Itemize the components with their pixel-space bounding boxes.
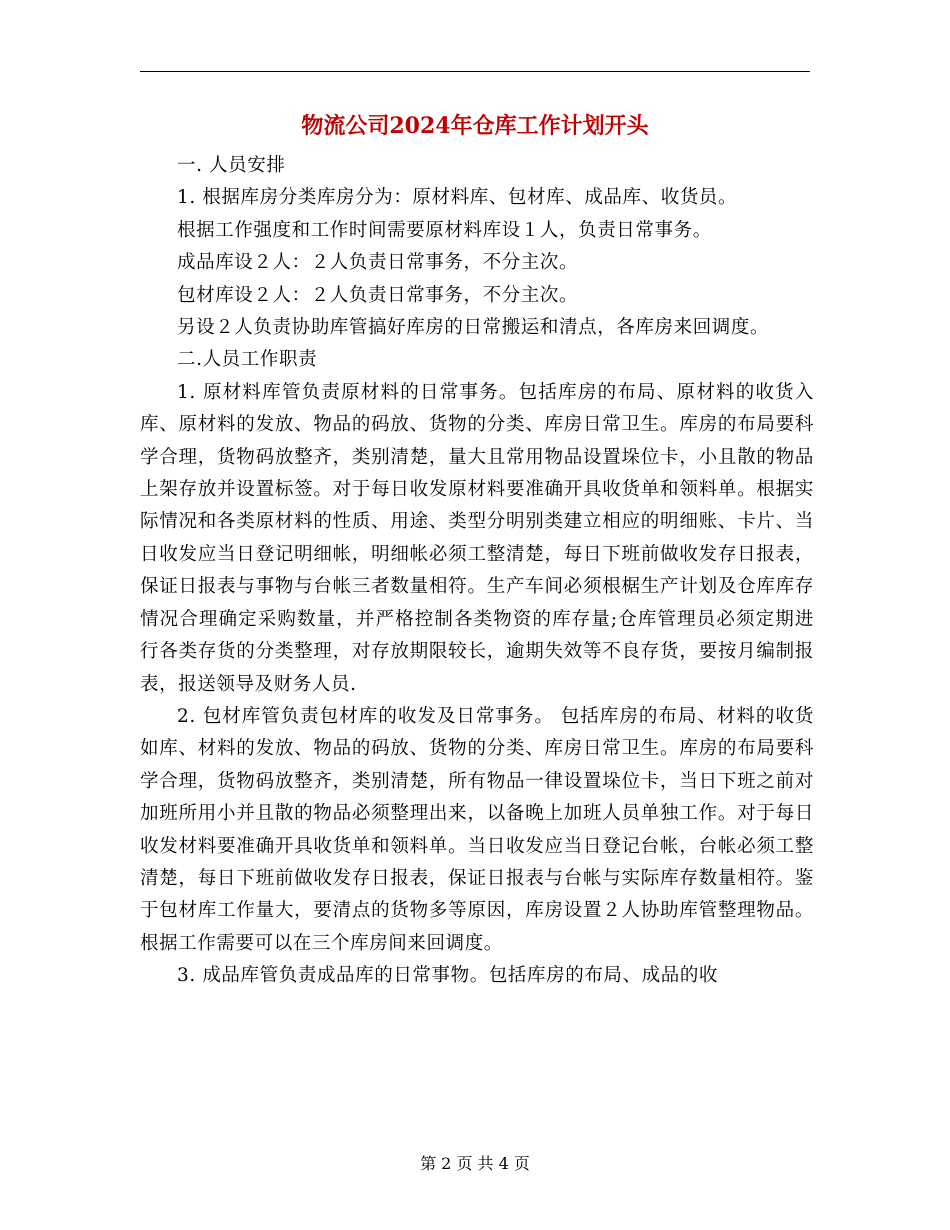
paragraph: 1. 原材料库管负责原材料的日常事务。包括库房的布局、原材料的收货入库、原材料的发放、物品的码放、货物的分类、库房日常卫生。库房的布局要科学合理，货物码放整齐，类别清楚，量大且常用物品设置垛位卡，小且散的物品上架存放并设置标签。对于每日收发原材料要准确开具收货单和领料单。根据实际情况和各类原材料的性质、用途、类型分明别类建立相应的明细账、卡片、当日收发应当日登记明细帐，明细帐必须工整清楚，每日下班前做收发存日报表，保证日报表与事物与台帐三者数量相符。生产车间必须根椐生产计划及仓库库存情况合理确定采购数量，并严格控制各类物资的库存量;仓库管理员必须定期进行各类存货的分类整理，对存放期限较长，逾期失效等不良存货，要按月编制报表，报送领导及财务人员. bbox=[140, 381, 814, 695]
page-number: 第 2 页 共 4 页 bbox=[420, 1154, 530, 1173]
paragraph: 成品库设２人：２人负责日常事务，不分主次。 bbox=[177, 252, 579, 274]
section-heading: 二.人员工作职责 bbox=[177, 349, 318, 371]
paragraph: 包材库设２人：２人负责日常事务，不分主次。 bbox=[177, 284, 579, 306]
document-body bbox=[140, 150, 814, 993]
header-rule bbox=[140, 71, 810, 72]
paragraph: 3. 成品库管负责成品库的日常事物。包括库房的布局、成品的收 bbox=[177, 965, 719, 987]
document-title: 物流公司2024年仓库工作计划开头 bbox=[301, 113, 649, 139]
paragraph: 另设２人负责协助库管搞好库房的日常搬运和清点，各库房来回调度。 bbox=[177, 317, 770, 339]
section-heading: 一. 人员安排 bbox=[177, 155, 286, 176]
paragraph: 根据工作强度和工作时间需要原材料库设１人，负责日常事务。 bbox=[177, 219, 712, 241]
paragraph: 2. 包材库管负责包材库的收发及日常事务。 包括库房的布局、材料的收货如库、材料的发放、物品的码放、货物的分类、库房日常卫生。库房的布局要科学合理，货物码放整齐，类别清楚，所有物品一律设置垛位卡，当日下班之前对加班所用小并且散的物品必须整理出来，以备晚上加班人员单独工作。对于每日收发材料要准确开具收货单和领料单。当日收发应当日登记台帐，台帐必须工整清楚，每日下班前做收发存日报表，保证日报表与台帐与实际库存数量相符。鉴于包材库工作量大，要清点的货物多等原因，库房设置２人协助库管整理物品。根据工作需要可以在三个库房间来回调度。 bbox=[140, 705, 814, 954]
paragraph: 1. 根据库房分类库房分为：原材料库、包材库、成品库、收货员。 bbox=[177, 187, 738, 209]
